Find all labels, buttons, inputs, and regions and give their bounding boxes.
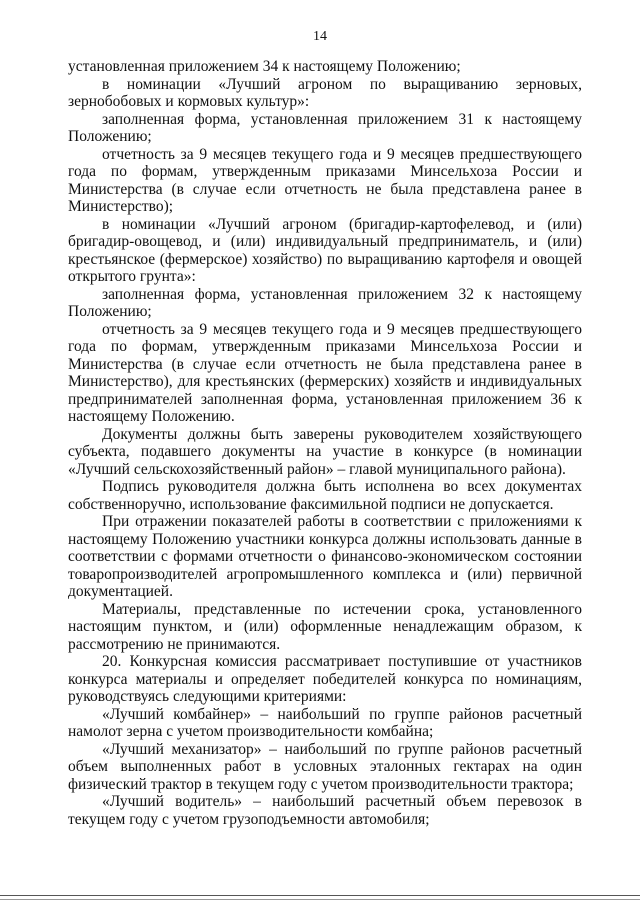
paragraph: отчетность за 9 месяцев текущего года и 9 месяцев предшествующего года по формам, утвержденным приказами Минсельхоза России и Министерства (в случае если отчетность не была представлена ранее в Министерство), для крестьянских (фермерских) хозяйств и индивидуальных предпринимателей заполненная форма, установленная приложением 36 к настоящему Положению. — [68, 320, 582, 425]
paragraph: заполненная форма, установленная приложением 32 к настоящему Положению; — [68, 285, 582, 320]
paragraph: отчетность за 9 месяцев текущего года и 9 месяцев предшествующего года по формам, утвержденным приказами Минсельхоза России и Министерства (в случае если отчетность не была представлена ранее в Министерство); — [68, 145, 582, 215]
paragraph: Документы должны быть заверены руководителем хозяйствующего субъекта, подавшего документы на участие в конкурсе (в номинации «Лучший сельскохозяйственный район» – главой муниципального района). — [68, 425, 582, 478]
paragraph: «Лучший водитель» – наибольший расчетный объем перевозок в текущем году с учетом грузоподъемности автомобиля; — [68, 793, 582, 828]
page-bottom-rule — [0, 899, 640, 900]
paragraph: Материалы, представленные по истечении срока, установленного настоящим пунктом, и (или) оформленные ненадлежащим образом, к рассмотрению не принимаются. — [68, 600, 582, 653]
document-body — [68, 58, 582, 828]
paragraph: установленная приложением 34 к настоящему Положению; — [68, 58, 461, 75]
paragraph: При отражении показателей работы в соответствии с приложениями к настоящему Положению участники конкурса должны использовать данные в соответствии с формами отчетности о финансово-экономическом состоянии товаропроизводителей агропромышленного комплекса и (или) первичной документацией. — [68, 513, 582, 600]
paragraph: в номинации «Лучший агроном по выращиванию зерновых, зернобобовых и кормовых культур»: — [68, 75, 582, 110]
paragraph: «Лучший механизатор» – наибольший по группе районов расчетный объем выполненных работ в условных эталонных гектарах на один физический трактор в текущем году с учетом производительности трактора; — [68, 740, 582, 793]
paragraph: «Лучший комбайнер» – наибольший по группе районов расчетный намолот зерна с учетом производительности комбайна; — [68, 705, 582, 740]
paragraph: Подпись руководителя должна быть исполнена во всех документах собственноручно, использование факсимильной подписи не допускается. — [68, 478, 582, 513]
page-number: 14 — [313, 29, 327, 44]
paragraph: заполненная форма, установленная приложением 31 к настоящему Положению; — [68, 110, 582, 145]
paragraph: в номинации «Лучший агроном (бригадир-картофелевод, и (или) бригадир-овощевод, и (или) индивидуальный предприниматель, и (или) крестьянское (фермерское) хозяйство) по выращиванию картофеля и овощей открытого грунта»: — [68, 215, 582, 285]
paragraph: 20. Конкурсная комиссия рассматривает поступившие от участников конкурса материалы и определяет победителей конкурса по номинациям, руководствуясь следующими критериями: — [68, 653, 582, 705]
page-bottom-rule — [0, 895, 640, 896]
